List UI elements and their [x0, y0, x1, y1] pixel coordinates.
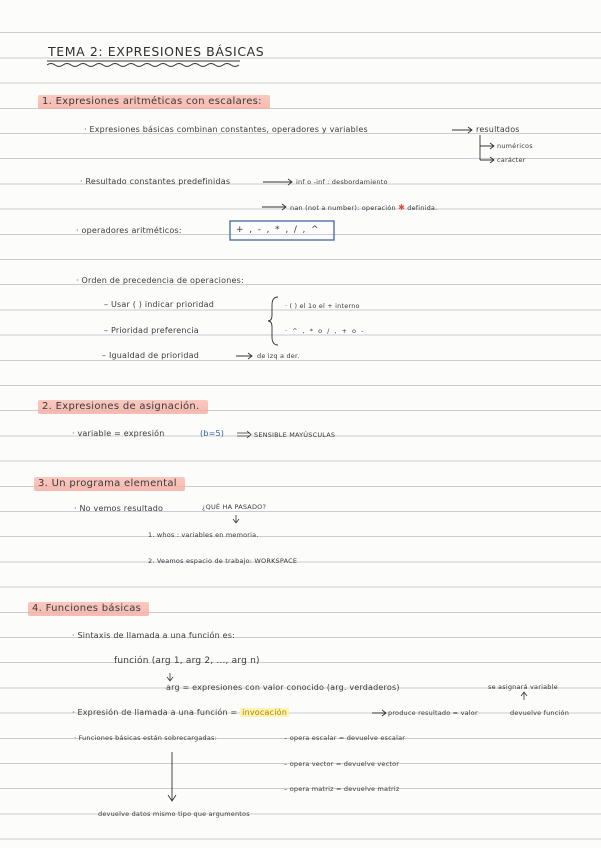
s1-line-6-right: · ^ , * o / , + o -: [285, 327, 365, 335]
s1-nan-end: definida.: [407, 204, 438, 212]
section-3-heading: 3. Un programa elemental: [34, 477, 185, 491]
s3-line-3: 2. Veamos espacio de trabajo: WORKSPACE: [148, 557, 298, 565]
s1-line-2: · Resultado constantes predefinidas: [80, 177, 231, 186]
s1-nan-text: nan (not a number): operación: [290, 204, 396, 212]
s1-line-2-nan: [290, 203, 437, 212]
s3-question: ¿QUÉ HA PASADO?: [202, 503, 267, 511]
s1-line-7-right: de izq a der.: [257, 352, 300, 360]
s4-line-4-result: produce resultado = valor: [388, 709, 478, 717]
s1-line-6: – Prioridad preferencia: [104, 326, 199, 335]
section-2-heading: 2. Expresiones de asignación.: [38, 400, 208, 414]
s1-line-4: · Orden de precedencia de operaciones:: [76, 276, 244, 285]
arrow-icon: [372, 710, 386, 716]
s4-line-1: · Sintaxis de llamada a una función es:: [72, 631, 235, 640]
s4-overload-scalar: – opera escalar = devuelve escalar: [284, 734, 406, 742]
brace: [268, 297, 278, 345]
s4-line-3-right: se asignará variable: [488, 683, 558, 691]
s1-line-1: · Expresiones básicas combinan constantes, operadores y variables: [84, 125, 368, 134]
s1-line-2-inf: inf o -inf : desbordamiento: [296, 178, 388, 186]
s4-line-4: [72, 708, 289, 717]
s4-function-syntax: función (arg 1, arg 2, ..., arg n): [114, 656, 260, 666]
s1-operators: + , - , * , / , ^: [236, 225, 320, 235]
down-arrow-icon: [167, 673, 173, 681]
s1-line-5-right: · ( ) el 1o el + interno: [285, 302, 360, 310]
warning-scribble-icon: ✱: [398, 203, 405, 212]
long-down-arrow-icon: [168, 752, 176, 801]
s4-line-3: arg = expresiones con valor conocido (arg. verdaderos): [166, 683, 400, 692]
s4-invocation-highlight: invocación: [242, 708, 287, 717]
s1-line-3: · operadores aritméticos:: [76, 226, 182, 235]
s1-line-1-result: resultados: [476, 125, 520, 134]
up-arrow-icon: [521, 692, 527, 700]
arrow-icon: [452, 127, 472, 133]
arrow-icon: [262, 204, 286, 210]
s4-overload-vector: – opera vector = devuelve vector: [284, 760, 400, 768]
s3-line-2: 1. whos : variables en memoria.: [148, 531, 259, 539]
arrow-icon: [263, 179, 292, 185]
arrow-icon: [236, 353, 252, 359]
title-wavy-underline: [47, 64, 239, 67]
branch-arrow-icon: [480, 135, 494, 163]
s1-line-7: – Igualdad de prioridad: [102, 351, 199, 360]
implies-arrow-icon: [237, 431, 251, 438]
s1-line-1-char: carácter: [497, 156, 526, 164]
s4-line-4-text: · Expresión de llamada a una función =: [72, 708, 238, 717]
s4-line-4-returns: devuelve función: [510, 709, 570, 717]
s2-note: SENSIBLE MAYÚSCULAS: [254, 431, 336, 439]
s1-line-5: – Usar ( ) indicar prioridad: [104, 300, 215, 309]
page-title: TEMA 2: EXPRESIONES BÁSICAS: [48, 44, 265, 59]
s1-line-1-numeric: numéricos: [497, 142, 533, 150]
s4-overload-matrix: – opera matriz = devuelve matriz: [284, 785, 400, 793]
s4-line-5: · Funciones básicas están sobrecargadas:: [74, 734, 218, 742]
s3-line-1: · No vemos resultado: [74, 504, 164, 513]
section-1-heading: 1. Expresiones aritméticas con escalares:: [38, 95, 270, 109]
section-4-heading: 4. Funciones básicas: [28, 602, 149, 616]
down-arrow-icon: [233, 515, 239, 523]
s2-line-1: · variable = expresión: [72, 429, 165, 438]
s4-line-6: devuelve datos mismo tipo que argumentos: [98, 810, 250, 818]
s2-example: (b=5): [200, 429, 225, 438]
